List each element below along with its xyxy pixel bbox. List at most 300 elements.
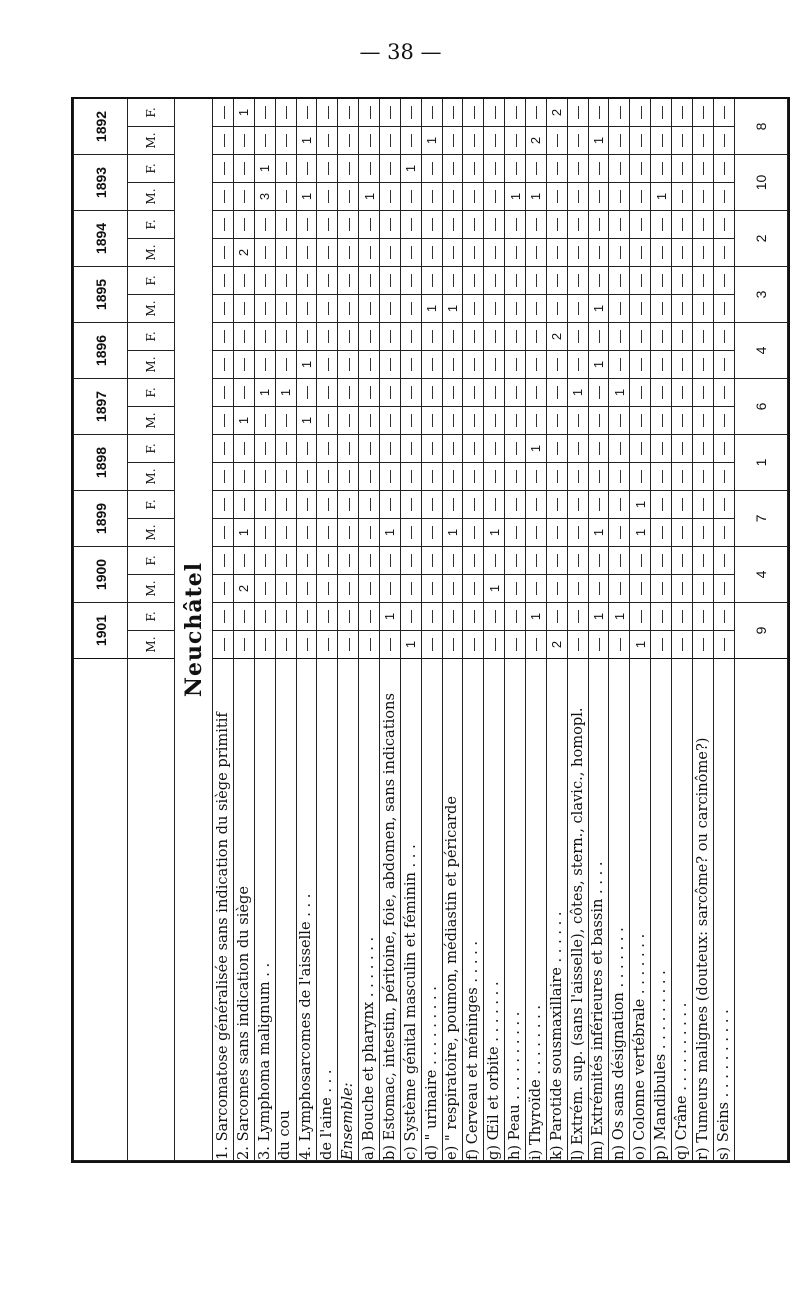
cell-female: — (317, 211, 338, 239)
male-header: M. (128, 519, 175, 547)
rotated-table (73, 99, 788, 1161)
cell-male: — (505, 575, 526, 603)
cell-female: — (463, 491, 484, 519)
cell-female: — (525, 99, 546, 127)
cell-male: — (713, 127, 734, 155)
cell-female: — (359, 435, 380, 463)
cell-female: 1 (609, 379, 630, 407)
cell-female: — (421, 211, 442, 239)
cell-male: 1 (588, 295, 609, 323)
cell-male: — (275, 407, 296, 435)
cell-male: — (233, 183, 254, 211)
cell-male: — (567, 239, 588, 267)
cell-male: — (505, 239, 526, 267)
year-total: 4 (734, 323, 787, 379)
cell-female: — (400, 267, 421, 295)
cell-female: — (484, 547, 505, 575)
table-row (359, 99, 380, 1161)
cell-male: — (233, 295, 254, 323)
cell-male: — (379, 575, 400, 603)
cell-female: — (713, 435, 734, 463)
cell-female: — (505, 379, 526, 407)
cell-female: — (275, 323, 296, 351)
cell-female: — (671, 267, 692, 295)
cell-female: — (484, 603, 505, 631)
cell-male: 1 (296, 407, 317, 435)
cell-female: 2 (546, 323, 567, 351)
cell-female: — (713, 547, 734, 575)
cell-female: — (546, 155, 567, 183)
cell-female: — (379, 99, 400, 127)
cell-male: 1 (630, 631, 651, 659)
cell-male: — (421, 183, 442, 211)
cell-female: — (233, 267, 254, 295)
cell-female: — (713, 603, 734, 631)
cell-male: — (630, 463, 651, 491)
cell-male: — (317, 183, 338, 211)
cell-male: — (254, 575, 275, 603)
cell-female: — (484, 211, 505, 239)
cell-male: — (692, 407, 713, 435)
cell-male: — (296, 463, 317, 491)
cell-female: — (630, 267, 651, 295)
cell-male: — (609, 295, 630, 323)
cell-female: — (421, 323, 442, 351)
cell-female: — (442, 491, 463, 519)
year-total: 4 (734, 547, 787, 603)
table-row (338, 99, 359, 1161)
cell-female: — (505, 155, 526, 183)
cell-male: — (546, 183, 567, 211)
row-label: a) Bouche et pharynx . . . . . . . (359, 659, 380, 1161)
cell-female: — (421, 547, 442, 575)
cell-male: — (421, 351, 442, 379)
cell-male: — (338, 127, 359, 155)
table-row (275, 99, 296, 1161)
cell-male: — (609, 127, 630, 155)
table-row (692, 99, 713, 1161)
female-header: F. (128, 547, 175, 575)
cell-male: — (713, 575, 734, 603)
cell-female: — (651, 267, 672, 295)
cell-male: — (525, 575, 546, 603)
cell-male: — (609, 351, 630, 379)
cell-female: — (338, 379, 359, 407)
cell-male: — (254, 407, 275, 435)
cell-male: — (463, 127, 484, 155)
cell-female: — (484, 155, 505, 183)
cell-female: — (400, 435, 421, 463)
cell-female: — (233, 155, 254, 183)
cell-female: — (379, 267, 400, 295)
cell-female: — (338, 155, 359, 183)
totals-row (734, 99, 787, 1161)
cell-female: — (379, 379, 400, 407)
header-spacer (74, 659, 128, 1161)
cell-female: — (359, 267, 380, 295)
cell-male: — (359, 127, 380, 155)
cell-female: — (692, 379, 713, 407)
cell-male: 1 (630, 519, 651, 547)
cell-male: — (379, 463, 400, 491)
cell-male: — (588, 463, 609, 491)
cell-male: — (379, 351, 400, 379)
table-row (421, 99, 442, 1161)
cell-female: — (630, 99, 651, 127)
cell-female: — (463, 211, 484, 239)
cell-female: — (567, 491, 588, 519)
cell-male: — (671, 463, 692, 491)
cell-female: — (442, 99, 463, 127)
cell-female: — (233, 379, 254, 407)
year-total: 2 (734, 211, 787, 267)
cell-female: 1 (254, 155, 275, 183)
cell-male: 1 (296, 183, 317, 211)
year-header: 1897 (74, 379, 128, 435)
cell-male: — (338, 631, 359, 659)
table-row (671, 99, 692, 1161)
cell-male: — (233, 463, 254, 491)
cell-female: — (484, 99, 505, 127)
row-label: h) Peau . . . . . . . . . . (505, 659, 526, 1161)
cell-male: — (546, 127, 567, 155)
cell-male: — (338, 295, 359, 323)
cell-male: — (671, 127, 692, 155)
cell-female: — (400, 99, 421, 127)
row-label: i) Thyroïde . . . . . . . . (525, 659, 546, 1161)
cell-male: 1 (400, 631, 421, 659)
cell-female: — (609, 547, 630, 575)
cell-female: — (671, 603, 692, 631)
cell-male: — (630, 295, 651, 323)
cell-female: — (505, 603, 526, 631)
cell-male: — (505, 127, 526, 155)
cell-female: — (525, 323, 546, 351)
cell-male: — (317, 407, 338, 435)
cell-male: — (338, 183, 359, 211)
row-label: n) Os sans désignation . . . . . . . (609, 659, 630, 1161)
cell-male: — (651, 239, 672, 267)
cell-male: — (692, 183, 713, 211)
table-row (442, 99, 463, 1161)
table-title: Neuchâtel (175, 99, 213, 1161)
table-row (546, 99, 567, 1161)
cell-male: — (359, 519, 380, 547)
cell-female: — (671, 211, 692, 239)
cell-female: — (317, 603, 338, 631)
cell-female: — (296, 211, 317, 239)
totals-spacer (734, 659, 787, 1161)
cell-male: — (609, 463, 630, 491)
cell-male: — (421, 519, 442, 547)
cell-female: — (692, 323, 713, 351)
cell-male: — (442, 127, 463, 155)
year-header: 1895 (74, 267, 128, 323)
cell-male: 1 (505, 183, 526, 211)
cell-female: — (567, 267, 588, 295)
cell-female: — (505, 211, 526, 239)
male-header: M. (128, 183, 175, 211)
cell-male: — (275, 295, 296, 323)
cell-female: — (359, 547, 380, 575)
cell-female: — (713, 99, 734, 127)
cell-male: 1 (484, 575, 505, 603)
cell-male: — (359, 631, 380, 659)
cell-female: — (588, 155, 609, 183)
cell-male: — (233, 351, 254, 379)
cell-male: — (275, 351, 296, 379)
cell-male: — (484, 183, 505, 211)
cell-female: — (275, 211, 296, 239)
cell-male: — (275, 127, 296, 155)
cell-female: — (651, 379, 672, 407)
cell-male: 1 (588, 127, 609, 155)
cell-male: — (254, 351, 275, 379)
row-label: k) Parotide sousmaxillaire . . . . . . (546, 659, 567, 1161)
cell-female: — (317, 323, 338, 351)
cell-male: — (400, 519, 421, 547)
cell-male: — (338, 463, 359, 491)
cell-female: — (254, 491, 275, 519)
cell-male: — (484, 295, 505, 323)
cell-female: — (213, 267, 234, 295)
cell-male: — (275, 463, 296, 491)
cell-female: — (588, 547, 609, 575)
year-header: 1893 (74, 155, 128, 211)
cell-female: — (463, 323, 484, 351)
cell-male: — (442, 463, 463, 491)
row-label: q) Crâne . . . . . . . . . . (671, 659, 692, 1161)
cell-female: — (525, 155, 546, 183)
cell-male: — (671, 519, 692, 547)
cell-female: — (338, 491, 359, 519)
cell-male: — (630, 575, 651, 603)
cell-male: — (421, 239, 442, 267)
cell-female: — (713, 267, 734, 295)
cell-female: — (630, 603, 651, 631)
cell-male: — (505, 295, 526, 323)
row-label: m) Extrémités inférieures et bassin . . . . (588, 659, 609, 1161)
cell-female: — (275, 547, 296, 575)
cell-male: — (567, 575, 588, 603)
row-label: 1. Sarcomatose généralisée sans indication du siège primitif (213, 659, 234, 1161)
cell-female: — (588, 211, 609, 239)
cell-male: — (296, 239, 317, 267)
cell-female: — (463, 547, 484, 575)
cell-male: — (671, 183, 692, 211)
cell-male: — (651, 631, 672, 659)
cell-female: — (275, 491, 296, 519)
cell-female: — (651, 603, 672, 631)
cell-female: — (692, 547, 713, 575)
cell-male: 1 (588, 351, 609, 379)
cell-female: — (463, 379, 484, 407)
female-header: F. (128, 435, 175, 463)
cell-female: — (713, 155, 734, 183)
male-header: M. (128, 351, 175, 379)
cell-male: — (713, 463, 734, 491)
cell-female: — (651, 547, 672, 575)
female-header: F. (128, 603, 175, 631)
cell-male: — (609, 239, 630, 267)
row-label: o) Colonne vertébrale . . . . . . . (630, 659, 651, 1161)
cell-female: — (296, 491, 317, 519)
cell-male: — (463, 631, 484, 659)
cell-female: — (338, 547, 359, 575)
cell-male: — (213, 295, 234, 323)
cell-female: — (254, 99, 275, 127)
cell-male: — (546, 295, 567, 323)
table-row (233, 99, 254, 1161)
cell-male: — (379, 127, 400, 155)
table-row (484, 99, 505, 1161)
female-header: F. (128, 491, 175, 519)
cell-male: — (317, 463, 338, 491)
cell-male: — (379, 183, 400, 211)
cell-male: — (421, 575, 442, 603)
cell-female: — (317, 491, 338, 519)
cell-male: — (630, 239, 651, 267)
cell-male: — (338, 239, 359, 267)
cell-female: — (359, 323, 380, 351)
cell-male: — (630, 183, 651, 211)
cell-male: — (588, 239, 609, 267)
cell-male: 2 (525, 127, 546, 155)
cell-male: — (525, 463, 546, 491)
cell-male: — (692, 575, 713, 603)
cell-female: — (379, 155, 400, 183)
cell-male: 1 (233, 519, 254, 547)
cell-female: — (359, 155, 380, 183)
cell-female: — (567, 603, 588, 631)
cell-female: — (713, 211, 734, 239)
cell-female: — (463, 435, 484, 463)
cell-male: — (463, 519, 484, 547)
male-header: M. (128, 295, 175, 323)
cell-female: — (546, 491, 567, 519)
cell-male: — (400, 575, 421, 603)
cell-male: — (254, 127, 275, 155)
cell-male: — (359, 295, 380, 323)
cell-male: — (213, 519, 234, 547)
cell-female: — (213, 211, 234, 239)
row-label: b) Estomac, intestin, péritoine, foie, abdomen, sans indications (379, 659, 400, 1161)
cell-male: 2 (233, 239, 254, 267)
cell-male: — (359, 463, 380, 491)
cell-female: — (338, 267, 359, 295)
cell-female: — (671, 491, 692, 519)
cell-female: — (213, 155, 234, 183)
cell-female: 1 (400, 155, 421, 183)
cell-male: 1 (442, 519, 463, 547)
cell-male: — (400, 463, 421, 491)
cell-male: — (463, 351, 484, 379)
cell-female: — (692, 491, 713, 519)
cell-female: — (484, 435, 505, 463)
cell-male: — (338, 351, 359, 379)
cell-male: — (651, 463, 672, 491)
cell-male: 1 (421, 127, 442, 155)
cell-female: — (609, 267, 630, 295)
cell-male: — (567, 351, 588, 379)
year-total: 10 (734, 155, 787, 211)
cell-male: — (525, 239, 546, 267)
cell-female: — (525, 267, 546, 295)
cell-female: — (213, 547, 234, 575)
cell-female: — (275, 603, 296, 631)
cell-male: — (400, 183, 421, 211)
cell-female: — (484, 379, 505, 407)
row-label: Ensemble: (338, 659, 359, 1161)
cell-female: — (400, 491, 421, 519)
year-header: 1899 (74, 491, 128, 547)
cell-female: — (505, 547, 526, 575)
cell-female: — (609, 155, 630, 183)
cell-male: — (463, 407, 484, 435)
cell-male: — (338, 519, 359, 547)
table-row (400, 99, 421, 1161)
cell-male: 1 (379, 519, 400, 547)
male-header: M. (128, 239, 175, 267)
cell-male: — (213, 575, 234, 603)
cell-female: — (630, 323, 651, 351)
year-header-row (74, 99, 128, 1161)
cell-female: — (359, 211, 380, 239)
cell-female: — (692, 267, 713, 295)
cell-male: — (546, 239, 567, 267)
table-row (588, 99, 609, 1161)
cell-male: 1 (525, 183, 546, 211)
cell-female: — (484, 323, 505, 351)
cell-female: — (359, 603, 380, 631)
cell-male: — (692, 239, 713, 267)
female-header: F. (128, 323, 175, 351)
cell-female: — (463, 99, 484, 127)
cell-female: — (692, 99, 713, 127)
cell-female: — (567, 547, 588, 575)
cell-female: — (213, 379, 234, 407)
cell-male: — (713, 183, 734, 211)
cell-male: — (338, 407, 359, 435)
table-row (525, 99, 546, 1161)
cell-female: — (588, 491, 609, 519)
cell-male: — (546, 351, 567, 379)
cell-female: — (463, 155, 484, 183)
cell-male: — (213, 239, 234, 267)
cell-female: — (609, 99, 630, 127)
cell-female: — (338, 99, 359, 127)
cell-female: — (421, 491, 442, 519)
cell-female: — (671, 155, 692, 183)
cell-male: — (359, 575, 380, 603)
row-label: c) Système génital masculin et féminin . . . (400, 659, 421, 1161)
cell-male: — (609, 183, 630, 211)
table-row (254, 99, 275, 1161)
cell-female: — (213, 603, 234, 631)
cell-male: — (651, 519, 672, 547)
cell-male: — (630, 407, 651, 435)
cell-male: — (525, 631, 546, 659)
cell-male: — (671, 575, 692, 603)
cell-female: — (671, 547, 692, 575)
cell-male: — (379, 295, 400, 323)
cell-female: — (296, 379, 317, 407)
cell-female: — (296, 267, 317, 295)
cell-male: 1 (296, 351, 317, 379)
cell-female: — (651, 435, 672, 463)
year-total: 7 (734, 491, 787, 547)
cell-male: — (359, 407, 380, 435)
